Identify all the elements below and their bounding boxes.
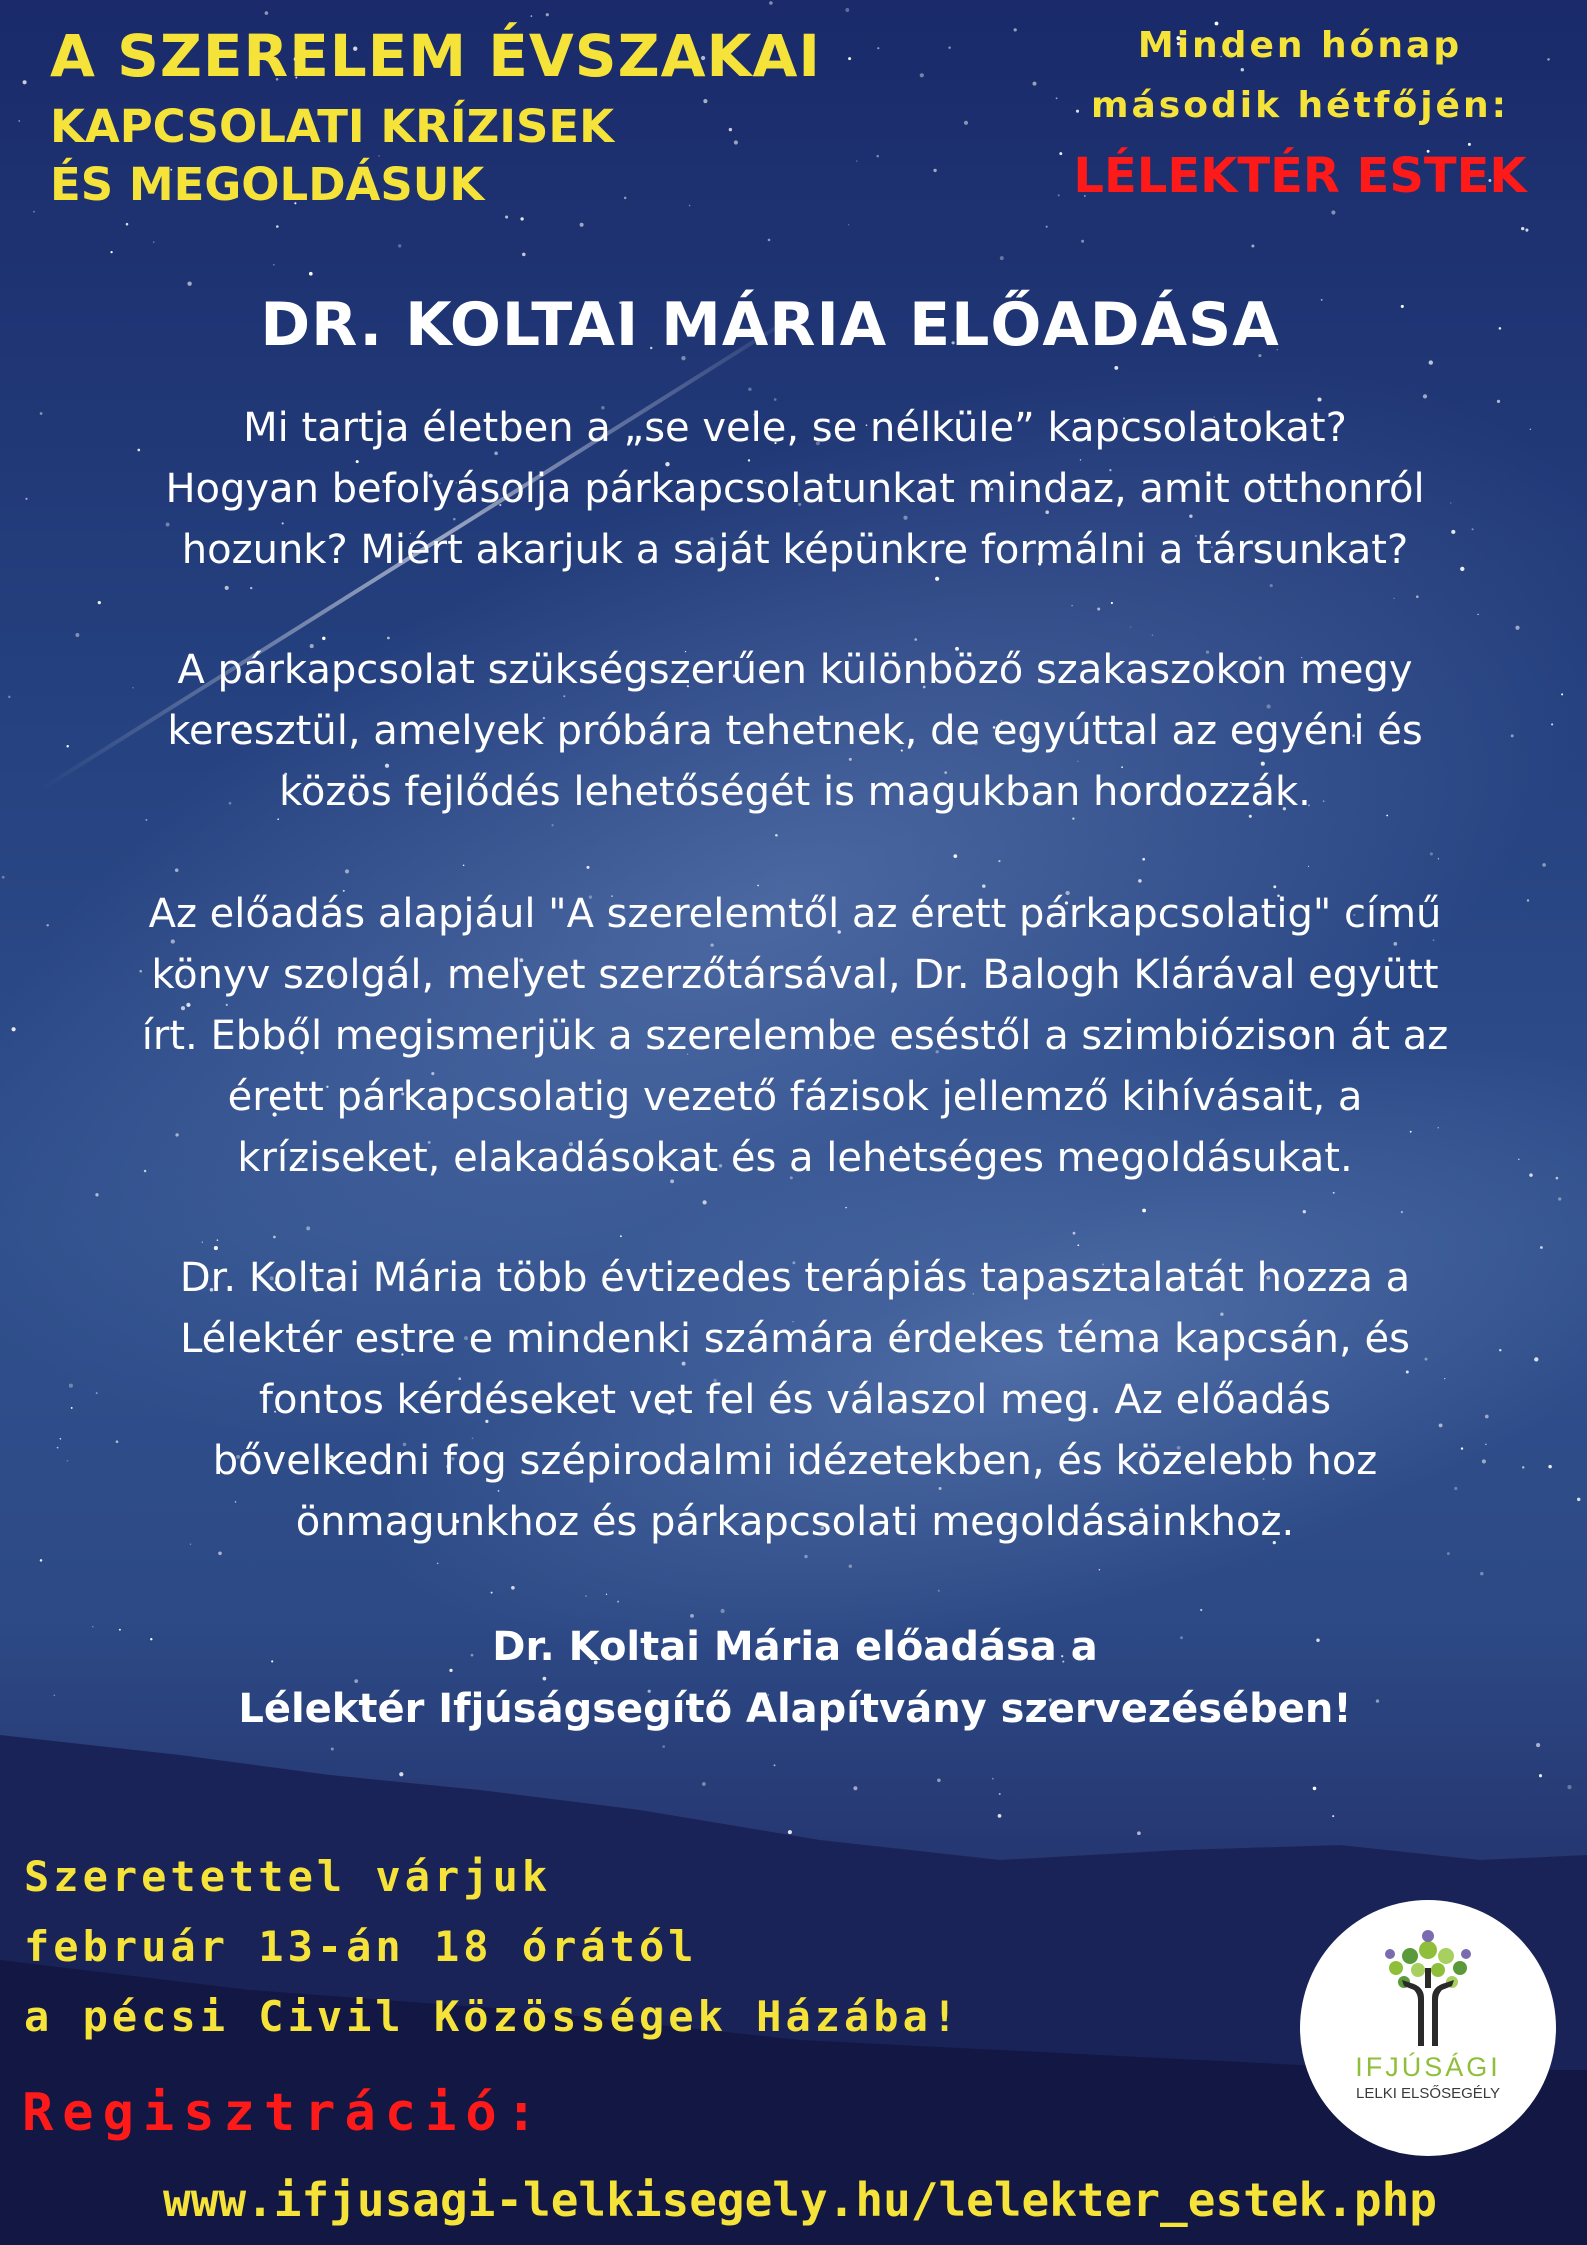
star — [1099, 1569, 1101, 1571]
star — [1480, 1572, 1484, 1576]
star — [33, 211, 35, 213]
text-line: írt. Ebből megismerjük a szerelembe eséstől a szimbiózison át az — [141, 1013, 1449, 1059]
star — [175, 868, 179, 872]
star — [202, 1241, 203, 1242]
star — [276, 225, 279, 228]
series-schedule-line1: Minden hónap — [1137, 25, 1463, 66]
star — [1577, 1498, 1580, 1501]
star — [768, 239, 771, 242]
star — [273, 264, 275, 266]
star — [331, 1747, 334, 1750]
star — [250, 587, 252, 589]
star — [522, 253, 526, 257]
event-title: A SZERELEM ÉVSZAKAI — [50, 22, 821, 90]
star — [1567, 1785, 1571, 1789]
star — [1114, 366, 1118, 370]
text-line: kríziseket, elakadásokat és a lehetséges megoldásukat. — [237, 1135, 1353, 1181]
star — [110, 251, 112, 253]
star — [998, 1814, 1002, 1818]
intro-paragraph — [40, 398, 1550, 581]
star — [1270, 584, 1273, 587]
star — [8, 696, 10, 698]
star — [938, 1590, 940, 1592]
event-date-time: február 13-án 18 órától — [24, 1922, 698, 1971]
star — [999, 1793, 1001, 1795]
series-schedule-line2: második hétfőjén: — [1091, 85, 1509, 126]
event-venue: a pécsi Civil Közösségek Házába! — [24, 1992, 962, 2041]
star — [1111, 602, 1113, 604]
star — [491, 1592, 493, 1594]
text-line: könyv szolgál, melyet szerzőtársával, Dr. Balogh Klárával együtt — [151, 952, 1439, 998]
star — [1332, 1815, 1334, 1817]
stages-paragraph — [40, 640, 1550, 823]
star — [187, 282, 191, 286]
star — [1429, 360, 1433, 364]
star — [1515, 626, 1519, 630]
star — [437, 1563, 439, 1565]
star — [774, 1764, 776, 1766]
star — [309, 272, 313, 276]
star — [1393, 598, 1395, 600]
star — [18, 120, 19, 121]
star — [953, 854, 957, 858]
star — [1558, 1197, 1561, 1200]
star — [964, 121, 968, 125]
star — [1539, 1774, 1542, 1777]
star — [265, 11, 269, 15]
star — [586, 866, 589, 869]
star — [1000, 256, 1004, 260]
star — [992, 1778, 994, 1780]
organizer-line1: Dr. Koltai Mária előadása a — [492, 1624, 1098, 1670]
book-paragraph — [40, 884, 1550, 1189]
text-line: Dr. Koltai Mária több évtizedes terápiás tapasztalatát hozza a — [179, 1255, 1411, 1301]
star — [1014, 28, 1017, 31]
text-line: fontos kérdéseket vet fel és válaszol meg. Az előadás — [258, 1377, 1332, 1423]
star — [1401, 1211, 1403, 1213]
logo-title: IFJÚSÁGI — [1355, 2052, 1501, 2082]
star — [1416, 595, 1419, 598]
star — [23, 80, 27, 84]
star — [748, 388, 752, 392]
star — [848, 224, 849, 225]
star — [849, 1564, 852, 1567]
star — [1077, 1244, 1079, 1246]
star — [788, 1830, 792, 1834]
star — [217, 1239, 219, 1241]
star — [662, 1745, 665, 1748]
star — [505, 215, 508, 218]
star — [1333, 1192, 1335, 1194]
text-line: Az előadás alapjául "A szerelemtől az érett párkapcsolatig" című — [148, 891, 1442, 937]
experience-paragraph — [40, 1248, 1550, 1553]
star — [95, 1193, 98, 1196]
star — [98, 601, 101, 604]
star — [1536, 1743, 1540, 1747]
star — [25, 498, 27, 500]
text-line: A párkapcsolat szükségszerűen különböző szakaszokon megy — [177, 647, 1413, 693]
star — [948, 47, 950, 49]
text-line: Mi tartja életben a „se vele, se nélküle” kapcsolatokat? — [243, 405, 1347, 451]
text-line: önmagunkhoz és párkapcsolati megoldásainkhoz. — [295, 1499, 1295, 1545]
invitation-line1: Szeretettel várjuk — [24, 1852, 552, 1901]
star — [546, 13, 549, 16]
text-line: Lélektér estre e mindenki számára érdekes téma kapcsán, és — [180, 1316, 1410, 1362]
star — [225, 586, 229, 590]
star — [1308, 866, 1309, 867]
star — [1430, 852, 1433, 855]
star — [153, 241, 155, 243]
star — [2, 876, 5, 879]
organizer-line2: Lélektér Ifjúságsegítő Alapítvány szervezésében! — [238, 1686, 1352, 1732]
star — [1033, 82, 1037, 86]
star — [511, 1586, 515, 1590]
star — [1313, 1787, 1317, 1791]
star — [126, 223, 129, 226]
star — [1551, 723, 1553, 725]
star — [1561, 693, 1563, 695]
star — [273, 1236, 276, 1239]
star — [1142, 858, 1145, 861]
star — [1556, 1177, 1559, 1180]
star — [1521, 227, 1524, 230]
star — [1081, 240, 1084, 243]
star — [702, 1782, 706, 1786]
star — [1200, 1609, 1202, 1611]
star — [1542, 863, 1546, 867]
organization-logo — [1300, 1900, 1556, 2156]
star — [620, 1235, 622, 1237]
star — [75, 633, 79, 637]
star — [1137, 1831, 1141, 1835]
text-line: közös fejlődés lehetőségét is magukban hordozzák. — [279, 769, 1311, 815]
star — [520, 217, 523, 220]
star — [720, 1609, 724, 1613]
star — [804, 1555, 808, 1559]
star — [1138, 879, 1142, 883]
star — [306, 1226, 310, 1230]
star — [1438, 858, 1439, 859]
star — [399, 1772, 403, 1776]
star — [1071, 605, 1073, 607]
text-line: érett párkapcsolatig vezető fázisok jellemző kihívásait, a — [227, 1074, 1363, 1120]
star — [585, 1595, 586, 1596]
text-line: keresztül, amelyek próbára tehetnek, de egyúttal az egyéni és — [167, 708, 1423, 754]
star — [702, 1200, 706, 1204]
series-name: LÉLEKTÉR ESTEK — [1073, 148, 1527, 204]
star — [463, 864, 465, 866]
star — [1130, 626, 1131, 627]
star — [40, 1559, 43, 1562]
star — [1046, 226, 1048, 228]
star — [580, 223, 584, 227]
logo-subtitle: LELKI ELSŐSEGÉLY — [1356, 2085, 1500, 2102]
text-line: bővelkedni fog szépirodalmi idézetekben, és közelebb hoz — [212, 1438, 1378, 1484]
event-subtitle-line1: KAPCSOLATI KRÍZISEK — [50, 100, 614, 153]
star — [1303, 1210, 1306, 1213]
star — [1097, 607, 1100, 610]
star — [1152, 634, 1154, 636]
star — [606, 1594, 607, 1595]
star — [937, 1779, 941, 1783]
star — [345, 869, 349, 873]
star — [775, 834, 778, 837]
star — [998, 860, 1000, 862]
text-line: Hogyan befolyásolja párkapcsolatunkat mindaz, amit otthonról — [165, 466, 1425, 512]
event-subtitle-line2: ÉS MEGOLDÁSUK — [50, 158, 485, 211]
star — [1499, 327, 1502, 330]
star — [845, 1207, 846, 1208]
star — [1525, 229, 1528, 232]
tree-hands-icon — [1368, 1928, 1488, 2048]
star — [853, 1786, 857, 1790]
star — [845, 8, 849, 12]
speaker-heading: DR. KOLTAI MÁRIA ELŐADÁSA — [260, 290, 1280, 360]
star — [551, 824, 553, 826]
star — [12, 1027, 16, 1031]
text-line: hozunk? Miért akarjuk a saját képünkre formálni a társunkat? — [181, 527, 1409, 573]
registration-link[interactable]: www.ifjusagi-lelkisegely.hu/lelekter_estek.php — [163, 2173, 1437, 2227]
star — [1331, 210, 1335, 214]
star — [1073, 1232, 1076, 1235]
star — [617, 1601, 619, 1603]
star — [769, 1, 773, 5]
star — [531, 15, 533, 17]
registration-label: Regisztráció: — [22, 2083, 546, 2143]
star — [1477, 614, 1478, 615]
star — [398, 244, 401, 247]
star — [387, 637, 390, 640]
star — [1142, 1209, 1146, 1213]
star — [1251, 244, 1254, 247]
